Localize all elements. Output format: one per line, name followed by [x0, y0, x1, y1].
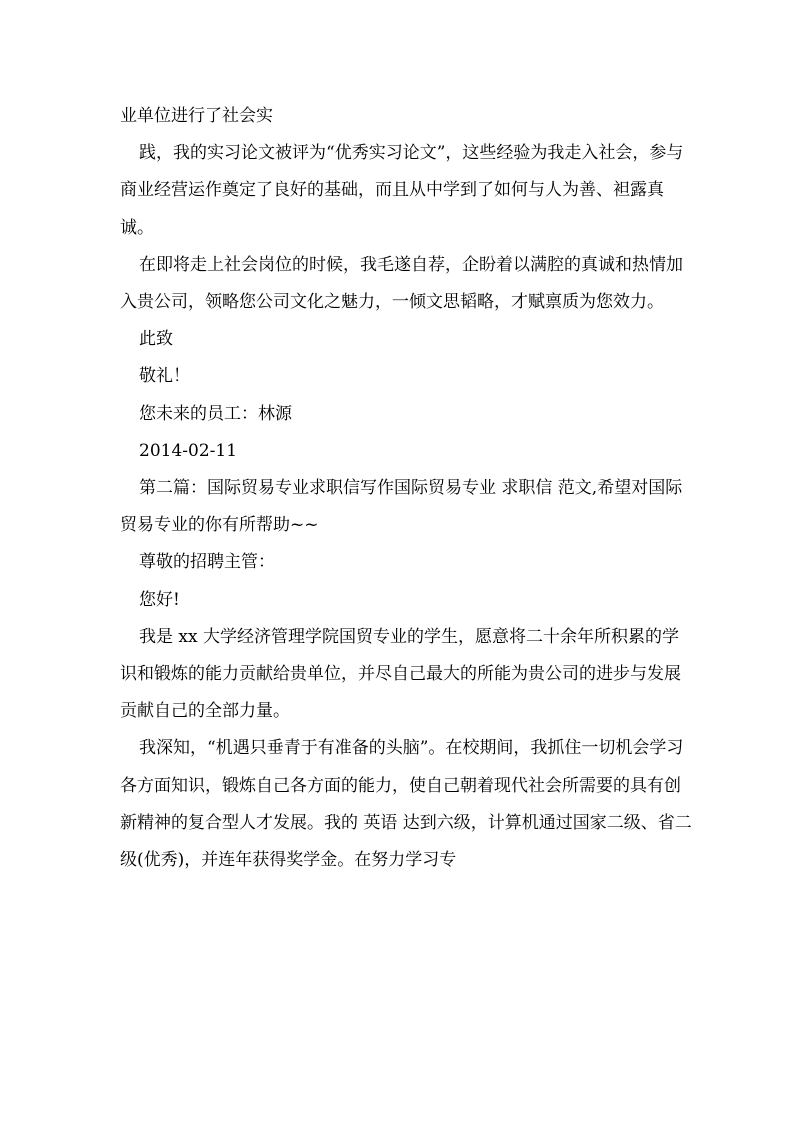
greeting-recipient: 尊敬的招聘主管：: [139, 552, 275, 573]
paragraph-1: 业单位进行了社会实: [120, 106, 273, 126]
paragraph-2: 践，我的实习论文被评为“优秀实习论文”，这些经验为我走入社会，参与商业经营运作奠定了良好的基础，而且从中学到了如何与人为善、袒露真诚。: [120, 143, 684, 238]
paragraph-intro: 我是 xx 大学经济管理学院国贸专业的学生，愿意将二十余年所积累的学识和锻炼的能力贡献给贵单位，并尽自己最大的所能为贵公司的进步与发展贡献自己的全部力量。: [120, 626, 681, 722]
signature-line: 您未来的员工：林源: [139, 403, 292, 424]
date-line: 2014-02-11: [139, 440, 238, 461]
paragraph-experience: 我深知，“机遇只垂青于有准备的头脑”。在校期间，我抓住一切机会学习各方面知识，锻炼自己各方面的能力，使自己朝着现代社会所需要的具有创新精神的复合型人才发展。我的 英语 达到六级，计算机通过国家二级、省二级(优秀)，并连年获得奖学金。在努力学习专: [120, 738, 692, 871]
closing-salutation: 此致: [139, 329, 173, 350]
second-article-heading: 第二篇：国际贸易专业求职信写作国际贸易专业 求职信 范文,希望对国际贸易专业的你有所帮助~~: [120, 478, 683, 536]
paragraph-3: 在即将走上社会岗位的时候，我毛遂自荐，企盼着以满腔的真诚和热情加入贵公司，领略您公司文化之魅力，一倾文思韬略，才赋禀质为您效力。: [120, 254, 683, 313]
closing-regards: 敬礼！: [139, 366, 190, 387]
greeting-hello: 您好!: [139, 589, 180, 610]
document-body: [120, 98, 695, 879]
